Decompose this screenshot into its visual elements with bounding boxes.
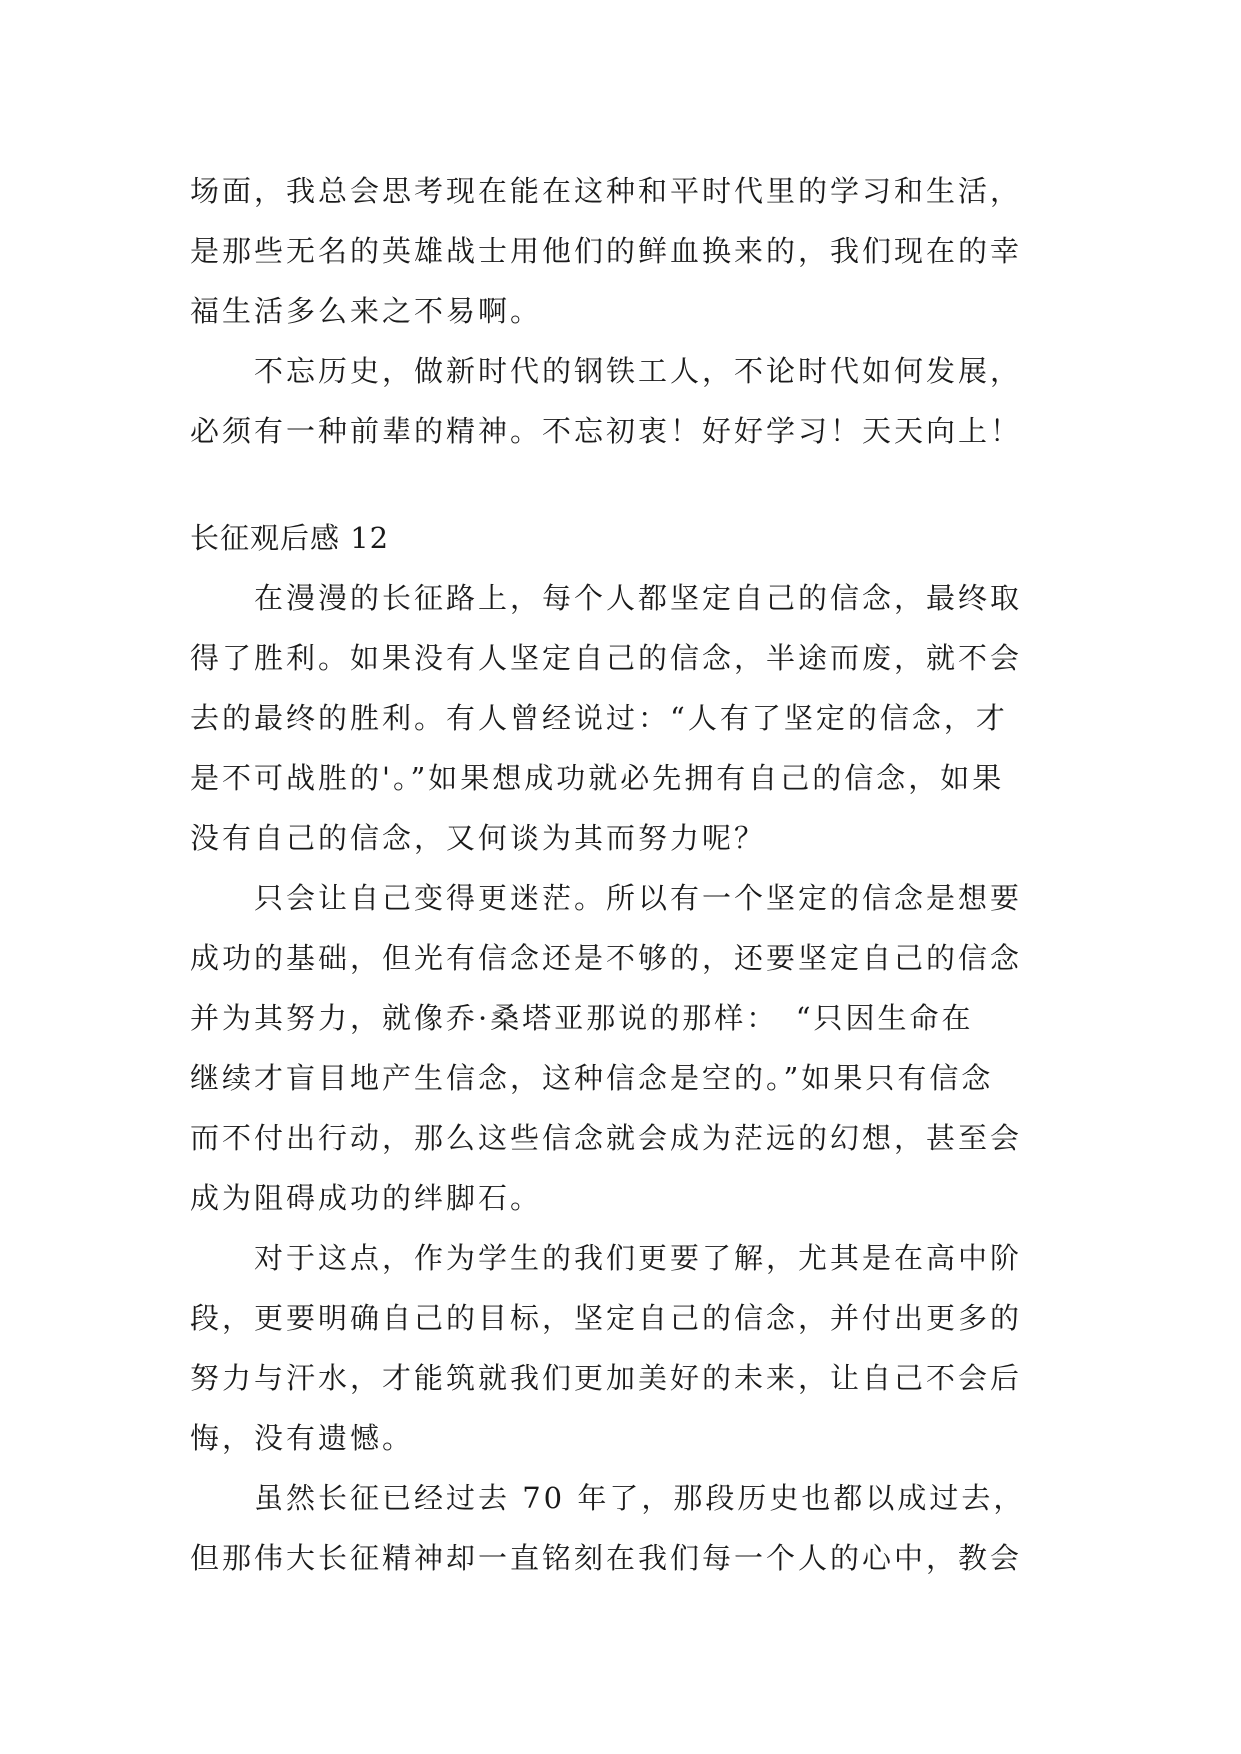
text-line: 没有自己的信念，又何谈为其而努力呢？ xyxy=(190,821,767,855)
text-line: 但那伟大长征精神却一直铭刻在我们每一个人的心中，教会 xyxy=(190,1541,1023,1575)
text-line: 成功的基础，但光有信念还是不够的，还要坚定自己的信念 xyxy=(190,941,1023,975)
text-line: 得了胜利。如果没有人坚定自己的信念，半途而废，就不会 xyxy=(190,641,1023,675)
text-line: 场面，我总会思考现在能在这种和平时代里的学习和生活， xyxy=(190,174,1023,208)
text-line: 只会让自己变得更迷茫。所以有一个坚定的信念是想要 xyxy=(190,881,1023,915)
text-line: 而不付出行动，那么这些信念就会成为茫远的幻想，甚至会 xyxy=(190,1121,1023,1155)
text-line: 虽然长征已经过去 70 年了，那段历史也都以成过去， xyxy=(190,1481,1026,1515)
text-line: 必须有一种前辈的精神。不忘初衷！好好学习！天天向上！ xyxy=(190,414,1023,448)
section-1-text xyxy=(190,161,1055,461)
text-line: 在漫漫的长征路上，每个人都坚定自己的信念，最终取 xyxy=(190,581,1023,615)
text-line: 努力与汗水，才能筑就我们更加美好的未来，让自己不会后 xyxy=(190,1361,1023,1395)
text-line: 并为其努力，就像乔·桑塔亚那说的那样： “只因生命在 xyxy=(190,1001,974,1035)
text-line: 成为阻碍成功的绊脚石。 xyxy=(190,1181,543,1215)
text-line: 继续才盲目地产生信念，这种信念是空的。”如果只有信念 xyxy=(190,1061,994,1095)
text-line: 段，更要明确自己的目标，坚定自己的信念，并付出更多的 xyxy=(190,1301,1023,1335)
text-line: 悔，没有遗憾。 xyxy=(190,1421,415,1455)
text-line: 不忘历史，做新时代的钢铁工人，不论时代如何发展， xyxy=(190,354,1023,388)
section-2-text xyxy=(190,568,1055,1588)
text-line: 去的最终的胜利。有人曾经说过：“人有了坚定的信念，才 xyxy=(190,701,1008,735)
text-line: 福生活多么来之不易啊。 xyxy=(190,294,543,328)
text-line: 对于这点，作为学生的我们更要了解，尤其是在高中阶 xyxy=(190,1241,1023,1275)
text-line: 是不可战胜的'。”如果想成功就必先拥有自己的信念，如果 xyxy=(190,761,1005,795)
section-heading-block xyxy=(190,508,1055,568)
text-line: 是那些无名的英雄战士用他们的鲜血换来的，我们现在的幸 xyxy=(190,234,1023,268)
section-heading: 长征观后感 12 xyxy=(190,521,390,555)
